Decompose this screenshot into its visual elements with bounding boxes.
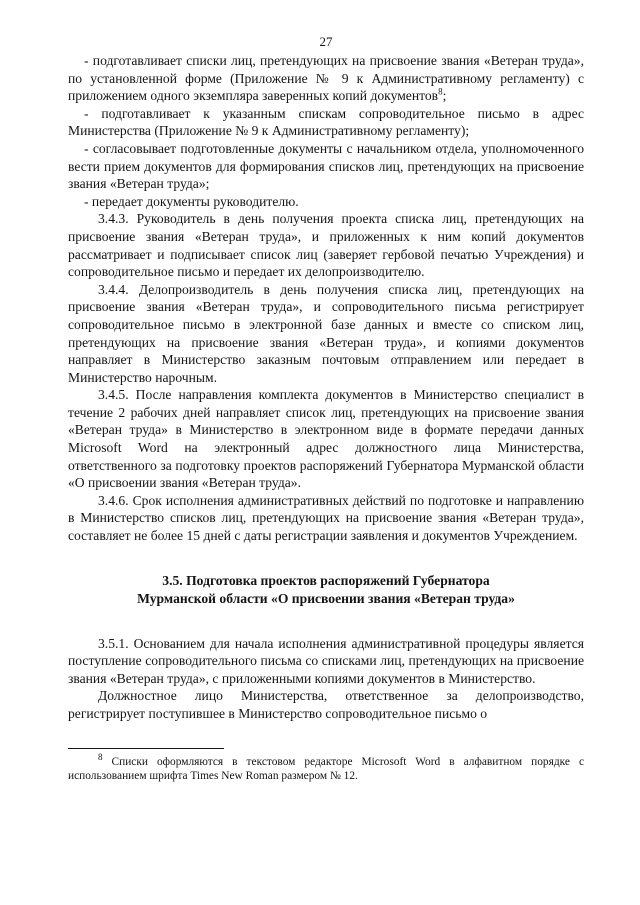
footnote-reference: 8: [438, 86, 443, 97]
body-text-bottom: [68, 635, 584, 723]
paragraph: 3.4.5. После направления комплекта документов в Министерство специалист в течение 2 рабочих дней направляет список лиц, претендующих на присвоение звания «Ветеран труда» в Министерство в электронном виде в формате передачи данных Microsoft Word на электронный адрес должностного лица Министерства, ответственного за подготовку проектов распоряжений Губернатора Мурманской области «О присвоении звания «Ветеран труда».: [68, 387, 584, 491]
body-text-top: [68, 52, 584, 545]
paragraph: - подготавливает к указанным спискам сопроводительное письмо в адрес Министерства (Приложение № 9 к Административному регламенту);: [68, 105, 584, 139]
paragraph: 3.4.4. Делопроизводитель в день получения списка лиц, претендующих на присвоение звания «Ветеран труда», и сопроводительного письма регистрирует сопроводительное письмо в электронной базе данных и вместе со списком лиц, претендующих на присвоение звания «Ветеран труда», и копиями документов направляет в Министерство заказным почтовым отправлением или передает в Министерство нарочным.: [68, 281, 584, 385]
paragraph: 3.4.6. Срок исполнения административных действий по подготовке и направлению в Министерство списков лиц, претендующих на присвоение звания «Ветеран труда», составляет не более 15 дней с даты регистрации заявления и документов Учреждением.: [68, 492, 584, 544]
paragraph: - согласовывает подготовленные документы с начальником отдела, уполномоченного вести прием документов для формирования списков лиц, претендующих на присвоение звания «Ветеран труда»;: [68, 140, 584, 192]
section-heading-line: 3.5. Подготовка проектов распоряжений Губернатора: [162, 572, 490, 588]
section-heading-line: Мурманской области «О присвоении звания «Ветеран труда»: [137, 590, 515, 606]
footnote-text: Списки оформляются в текстовом редакторе Microsoft Word в алфавитном порядке с использованием шрифта Times New Roman размером № 12.: [68, 755, 584, 782]
paragraph: - передает документы руководителю.: [84, 193, 299, 209]
paragraph-punctuation: ;: [442, 88, 447, 104]
section-heading: [68, 572, 584, 608]
paragraph: [68, 52, 584, 105]
footnote: [68, 751, 584, 784]
page-number: 27: [319, 34, 333, 49]
paragraph-text: - подготавливает списки лиц, претендующих на присвоение звания «Ветеран труда», по установленной форме (Приложение № 9 к Административному регламенту) с приложением одного экземпляра заверенных копий документов: [68, 53, 584, 104]
paragraph: Должностное лицо Министерства, ответственное за делопроизводство, регистрирует поступившее в Министерство сопроводительное письмо о: [68, 688, 584, 721]
footnote-marker: 8: [98, 751, 103, 762]
paragraph: 3.4.3. Руководитель в день получения проекта списка лиц, претендующих на присвоение звания «Ветеран труда», и приложенных к ним копий документов рассматривает и подписывает список лиц (заверяет гербовой печатью Учреждения) и сопроводительное письмо и передает их делопроизводителю.: [68, 211, 584, 280]
paragraph: 3.5.1. Основанием для начала исполнения административной процедуры является поступление сопроводительного письма со списками лиц, претендующих на присвоение звания «Ветеран труда», с приложенными копиями документов в Министерство.: [68, 635, 584, 686]
footnote-divider: [68, 748, 224, 749]
